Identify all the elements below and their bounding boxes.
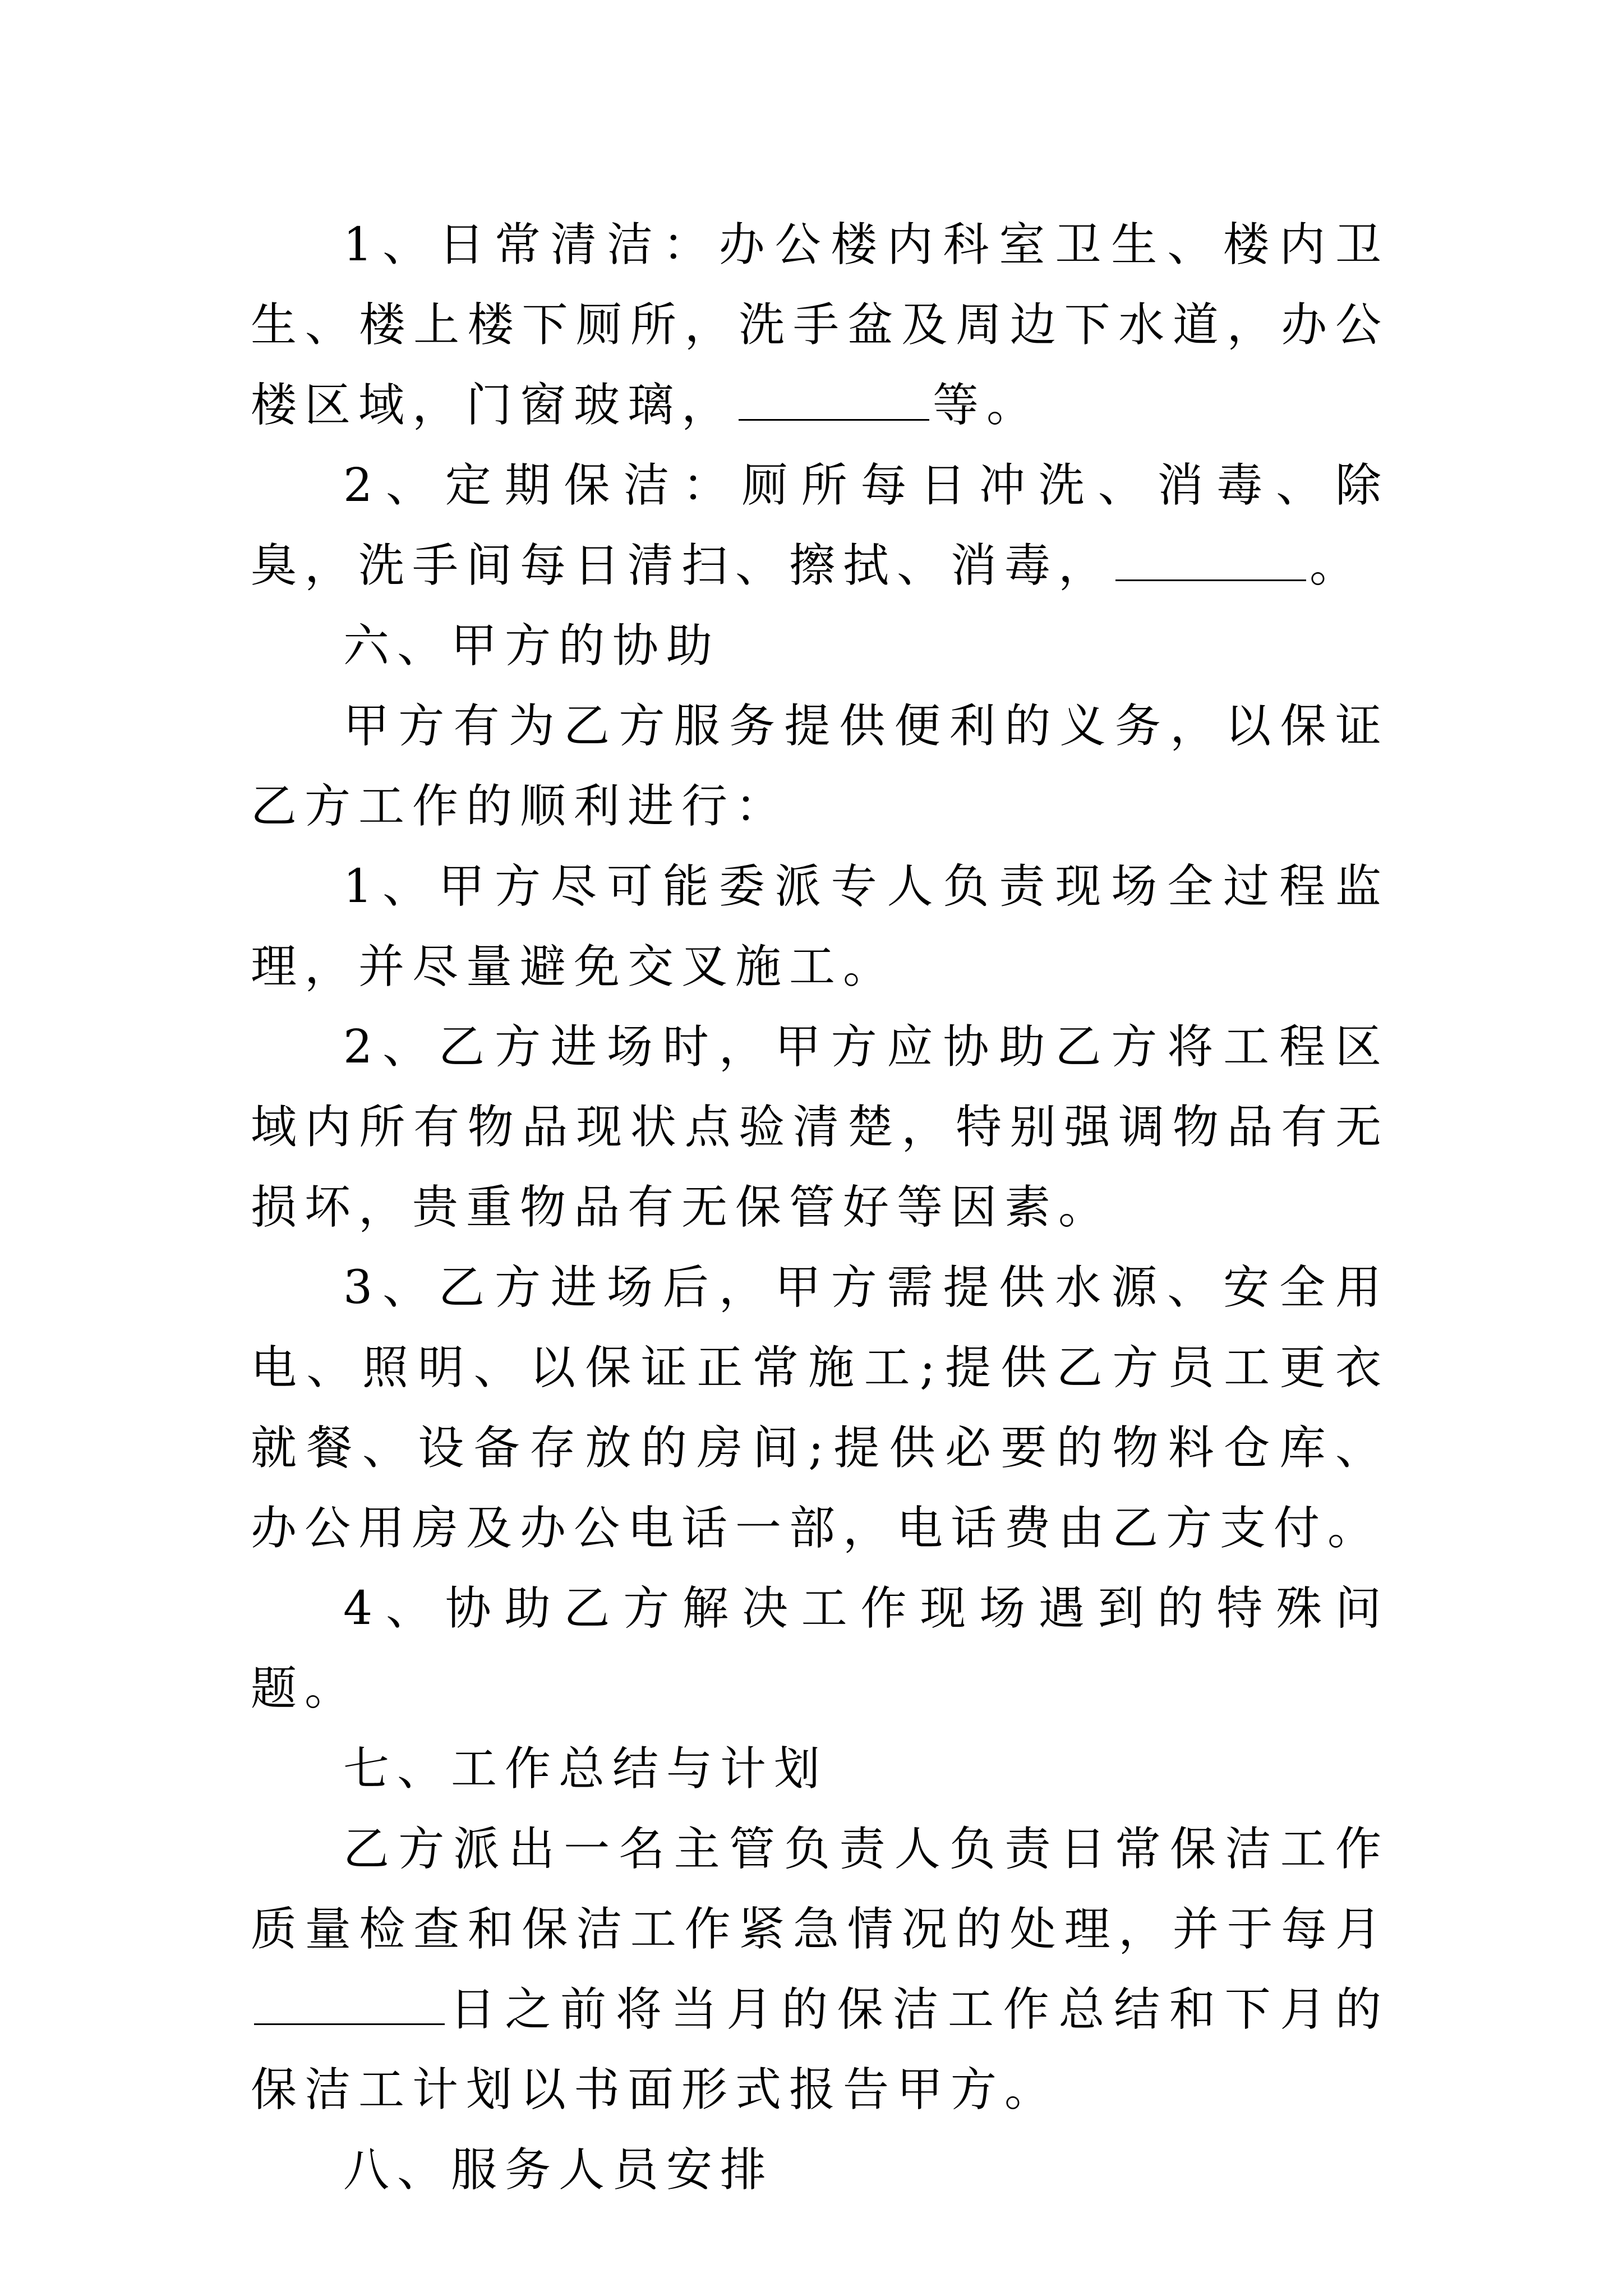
paragraph-item-1: 1、甲方尽可能委派专人负责现场全过程监理，并尽量避免交叉施工。	[251, 860, 1389, 993]
blank-line	[1115, 540, 1306, 581]
paragraph-item-2: 2、乙方进场时，甲方应协助乙方将工程区域内所有物品现状点验清楚，特别强调物品有无损坏，贵重物品有无保管好等因素。	[251, 1020, 1389, 1234]
paragraph-text: 1、日常清洁：办公楼内科室卫生、楼内卫生、楼上楼下厕所，洗手盆及周边下水道，办公楼区域，门窗玻璃，	[251, 218, 1389, 432]
paragraph-periodic-cleaning	[251, 445, 1389, 606]
paragraph-daily-cleaning	[251, 205, 1389, 445]
section-heading-7: 七、工作总结与计划	[343, 1742, 828, 1796]
paragraph-work-summary	[251, 1809, 1389, 2130]
section-heading-8: 八、服务人员安排	[343, 2143, 774, 2197]
document-body	[251, 205, 1389, 2210]
paragraph-item-4: 4、协助乙方解决工作现场遇到的特殊问题。	[251, 1582, 1389, 1715]
paragraph-text: 日之前将当月的保洁工作总结和下月的保洁工计划以书面形式报告甲方。	[251, 1983, 1389, 2116]
blank-line	[254, 1984, 445, 2025]
paragraph-text: 等。	[933, 379, 1041, 432]
paragraph-party-a-duty: 甲方有为乙方服务提供便利的义务，以保证乙方工作的顺利进行：	[251, 700, 1389, 833]
blank-line	[739, 380, 929, 421]
paragraph-item-3: 3、乙方进场后，甲方需提供水源、安全用电、照明、以保证正常施工;提供乙方员工更衣就餐、设备存放的房间;提供必要的物料仓库、办公用房及办公电话一部，电话费由乙方支付。	[251, 1261, 1389, 1555]
paragraph-text: 。	[1310, 539, 1364, 592]
section-heading-6: 六、甲方的协助	[343, 619, 721, 673]
paragraph-text: 2、定期保洁：厕所每日冲洗、消毒、除臭，洗手间每日清扫、擦拭、消毒，	[251, 459, 1389, 592]
paragraph-text: 乙方派出一名主管负责人负责日常保洁工作质量检查和保洁工作紧急情况的处理，并于每月	[251, 1823, 1389, 1956]
